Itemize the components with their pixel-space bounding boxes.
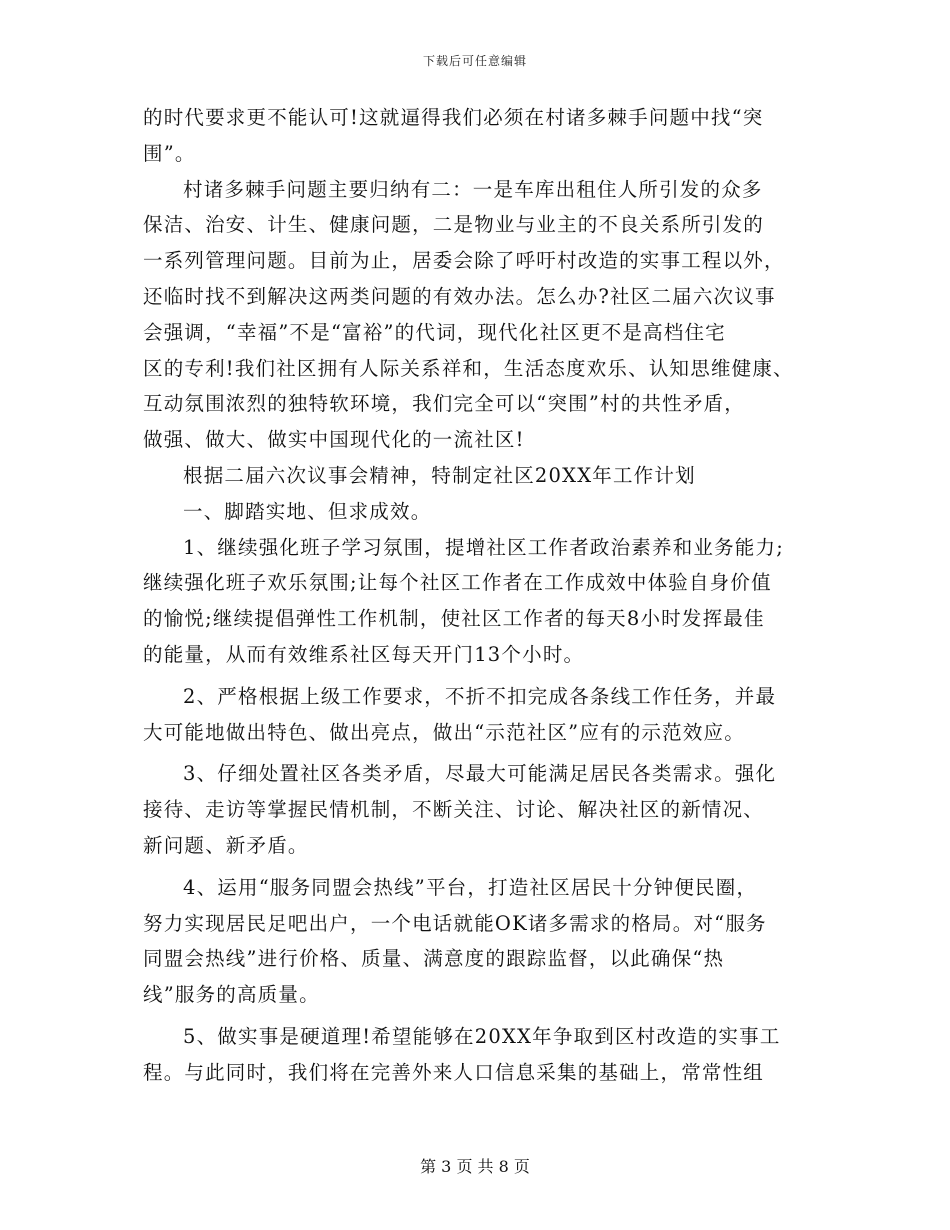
- text-line: 区的专利!我们社区拥有人际关系祥和，生活态度欢乐、认知思维健康、: [143, 356, 794, 380]
- text-line: 的能量，从而有效维系社区每天开门13个小时。: [143, 642, 585, 666]
- paragraph-start-line: 2、严格根据上级工作要求，不折不扣完成各条线工作任务，并最: [183, 684, 777, 708]
- paragraph-start-line: 5、做实事是硬道理!希望能够在20XX年争取到区村改造的实事工: [183, 1024, 781, 1048]
- text-line: 继续强化班子欢乐氛围;让每个社区工作者在工作成效中体验自身价值: [143, 571, 772, 595]
- document-body: [143, 100, 823, 1091]
- text-line: 同盟会热线”进行价格、质量、满意度的跟踪监督，以此确保“热: [143, 947, 725, 971]
- paragraph-start-line: 4、运用“服务同盟会热线”平台，打造社区居民十分钟便民圈，: [183, 875, 758, 899]
- text-line: 还临时找不到解决这两类问题的有效办法。怎么办?社区二届六次议事: [143, 284, 776, 308]
- text-line: 做强、做大、做实中国现代化的一流社区!: [143, 428, 525, 452]
- text-line: 努力实现居民足吧出户，一个电话就能OK诸多需求的格局。对“服务: [143, 911, 767, 935]
- page-header: 下载后可任意编辑: [422, 54, 527, 68]
- text-line: 接待、走访等掌握民情机制，不断关注、讨论、解决社区的新情况、: [143, 798, 765, 822]
- section-heading: 一、脚踏实地、但求成效。: [183, 499, 432, 523]
- paragraph-start-line: 3、仔细处置社区各类矛盾，尽最大可能满足居民各类需求。强化: [183, 762, 777, 786]
- text-line: 新问题、新矛盾。: [143, 833, 309, 857]
- text-line: 大可能地做出特色、做出亮点，做出“示范社区”应有的示范效应。: [143, 720, 745, 744]
- text-line: 线”服务的高质量。: [143, 983, 320, 1007]
- text-line: 的愉悦;继续提倡弹性工作机制，使社区工作者的每天8小时发挥最佳: [143, 607, 765, 631]
- paragraph-start-line: 1、继续强化班子学习氛围，提增社区工作者政治素养和业务能力;: [183, 535, 784, 559]
- text-line: 会强调，“幸福”不是“富裕”的代词，现代化社区更不是高档住宅: [143, 320, 726, 344]
- paragraph-start-line: 根据二届六次议事会精神，特制定社区20XX年工作计划: [183, 463, 696, 487]
- text-line: 一系列管理问题。目前为止，居委会除了呼吁村改造的实事工程以外，: [143, 249, 785, 273]
- paragraph-start-line: 村诸多棘手问题主要归纳有二：一是车库出租住人所引发的众多: [183, 177, 763, 201]
- text-line: 保洁、治安、计生、健康问题，二是物业与业主的不良关系所引发的: [143, 213, 765, 237]
- text-line: 程。与此同时，我们将在完善外来人口信息采集的基础上，常常性组: [143, 1060, 765, 1084]
- text-line: 互动氛围浓烈的独特软环境，我们完全可以“突围”村的共性矛盾，: [143, 392, 745, 416]
- text-line: 围”。: [143, 141, 196, 165]
- page-number-footer: 第 3 页 共 8 页: [420, 1157, 530, 1176]
- text-line: 的时代要求更不能认可!这就逼得我们必须在村诸多棘手问题中找“突: [143, 106, 764, 129]
